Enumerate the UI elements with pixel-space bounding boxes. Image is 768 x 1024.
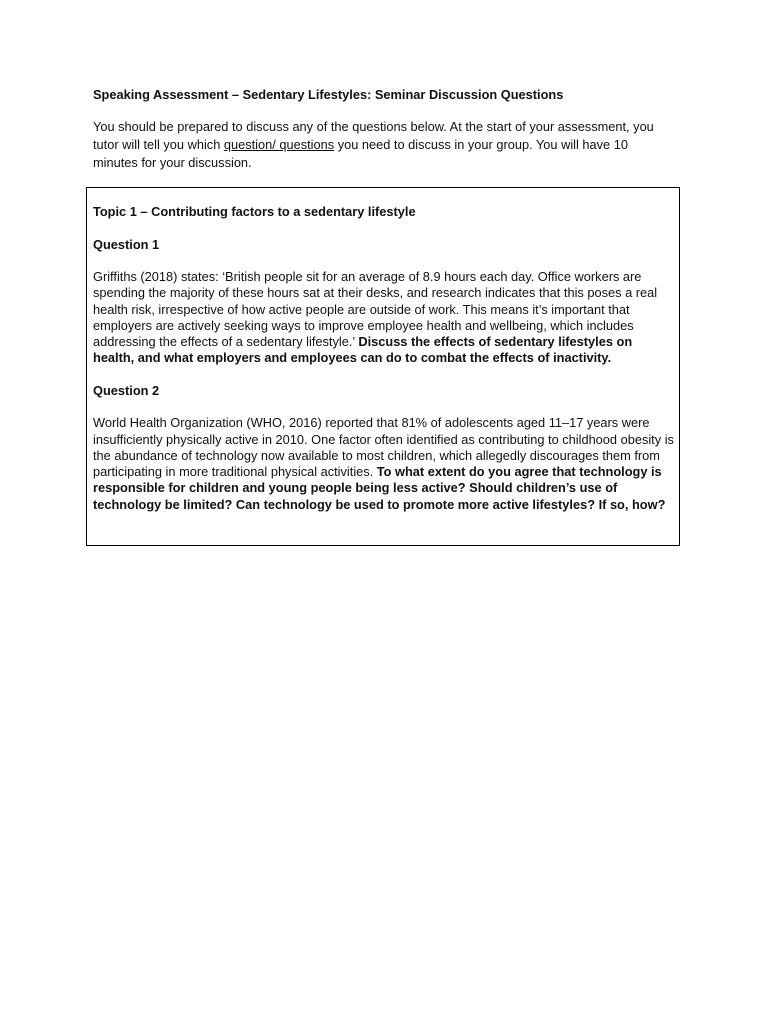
document-title: Speaking Assessment – Sedentary Lifestyles: Seminar Discussion Questions — [93, 87, 564, 102]
question-2-heading: Question 2 — [93, 382, 160, 398]
intro-underlined-text: question/ questions — [223, 137, 335, 152]
intro-paragraph — [93, 118, 673, 172]
question-1-prompt: Discuss the effects of sedentary lifestyles on health, and what employers and employees can do to combat the effects of inactivity. — [93, 334, 633, 366]
question-1-body: Griffiths (2018) states: ‘British people sit for an average of 8.9 hours each day. Office workers are spending the majority of these hours sat at their desks, and research indicates that this poses a real health risk, irrespective of how active people are outside of work. This means it’s important that employers are actively seeking ways to improve employee health and wellbeing, which includes addressing the effects of a sedentary lifestyle.’ — [93, 269, 658, 350]
topic-box-content — [93, 204, 675, 529]
question-1-text — [93, 269, 675, 367]
topic-title: Topic 1 – Contributing factors to a sedentary lifestyle — [93, 204, 416, 219]
topic-box — [86, 187, 680, 546]
intro-text-part2: you need to discuss in your group. You will have 10 minutes for your discussion. — [93, 137, 628, 170]
question-2-body: World Health Organization (WHO, 2016) reported that 81% of adolescents aged 11–17 years were insufficiently physically active in 2010. One factor often identified as contributing to childhood obesity is the abundance of technology now available to most children, which allegedly discourages them from participating in more traditional physical activities. — [93, 415, 674, 480]
question-2-text — [93, 415, 675, 513]
question-1-heading: Question 1 — [93, 236, 160, 252]
intro-text-part1: You should be prepared to discuss any of the questions below. At the start of your assessment, you tutor will tell you which — [93, 119, 654, 152]
question-2-prompt: To what extent do you agree that technology is responsible for children and young people being less active? Should children’s use of technology be limited? Can technology be used to promote more active lifestyles? If so, how? — [93, 464, 666, 512]
